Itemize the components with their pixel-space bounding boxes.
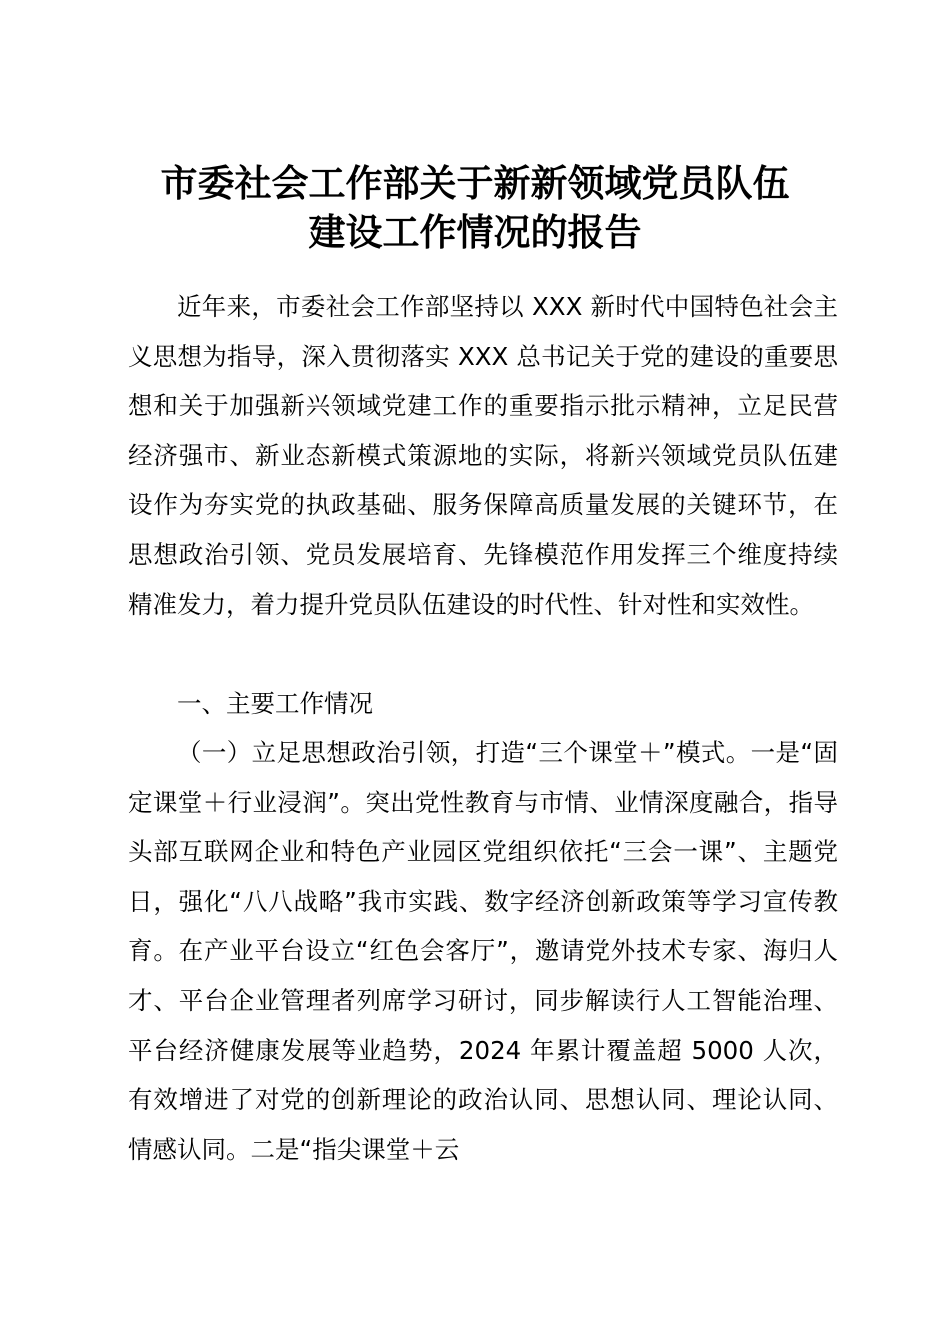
document-title-line-1: 市委社会工作部关于新新领域党员队伍 [160, 162, 790, 205]
section-paragraph: （一）立足思想政治引领，打造“三个课堂＋”模式。一是“固定课堂＋行业浸润”。突出党性教育与市情、业情深度融合，指导头部互联网企业和特色产业园区党组织依托“三会一课”、主题党日，强化“八八战略”我市实践、数字经济创新政策等学习宣传教育。在产业平台设立“红色会客厅”，邀请党外技术专家、海归人才、平台企业管理者列席学习研讨，同步解读行人工智能治理、平台经济健康发展等业趋势，2024 年累计覆盖超 5000 人次，有效增进了对党的创新理论的政治认同、思想认同、理论认同、情感认同。二是“指尖课堂＋云 [128, 738, 838, 1164]
intro-paragraph: 近年来，市委社会工作部坚持以 XXX 新时代中国特色社会主义思想为指导，深入贯彻落实 XXX 总书记关于党的建设的重要思想和关于加强新兴领域党建工作的重要指示批示精神，立足民营经济强市、新业态新模式策源地的实际，将新兴领域党员队伍建设作为夯实党的执政基础、服务保障高质量发展的关键环节，在思想政治引领、党员发展培育、先锋模范作用发挥三个维度持续精准发力，着力提升党员队伍建设的时代性、针对性和实效性。 [128, 292, 838, 619]
section-heading: 一、主要工作情况 [177, 689, 373, 718]
document-title-line-2: 建设工作情况的报告 [308, 211, 642, 254]
